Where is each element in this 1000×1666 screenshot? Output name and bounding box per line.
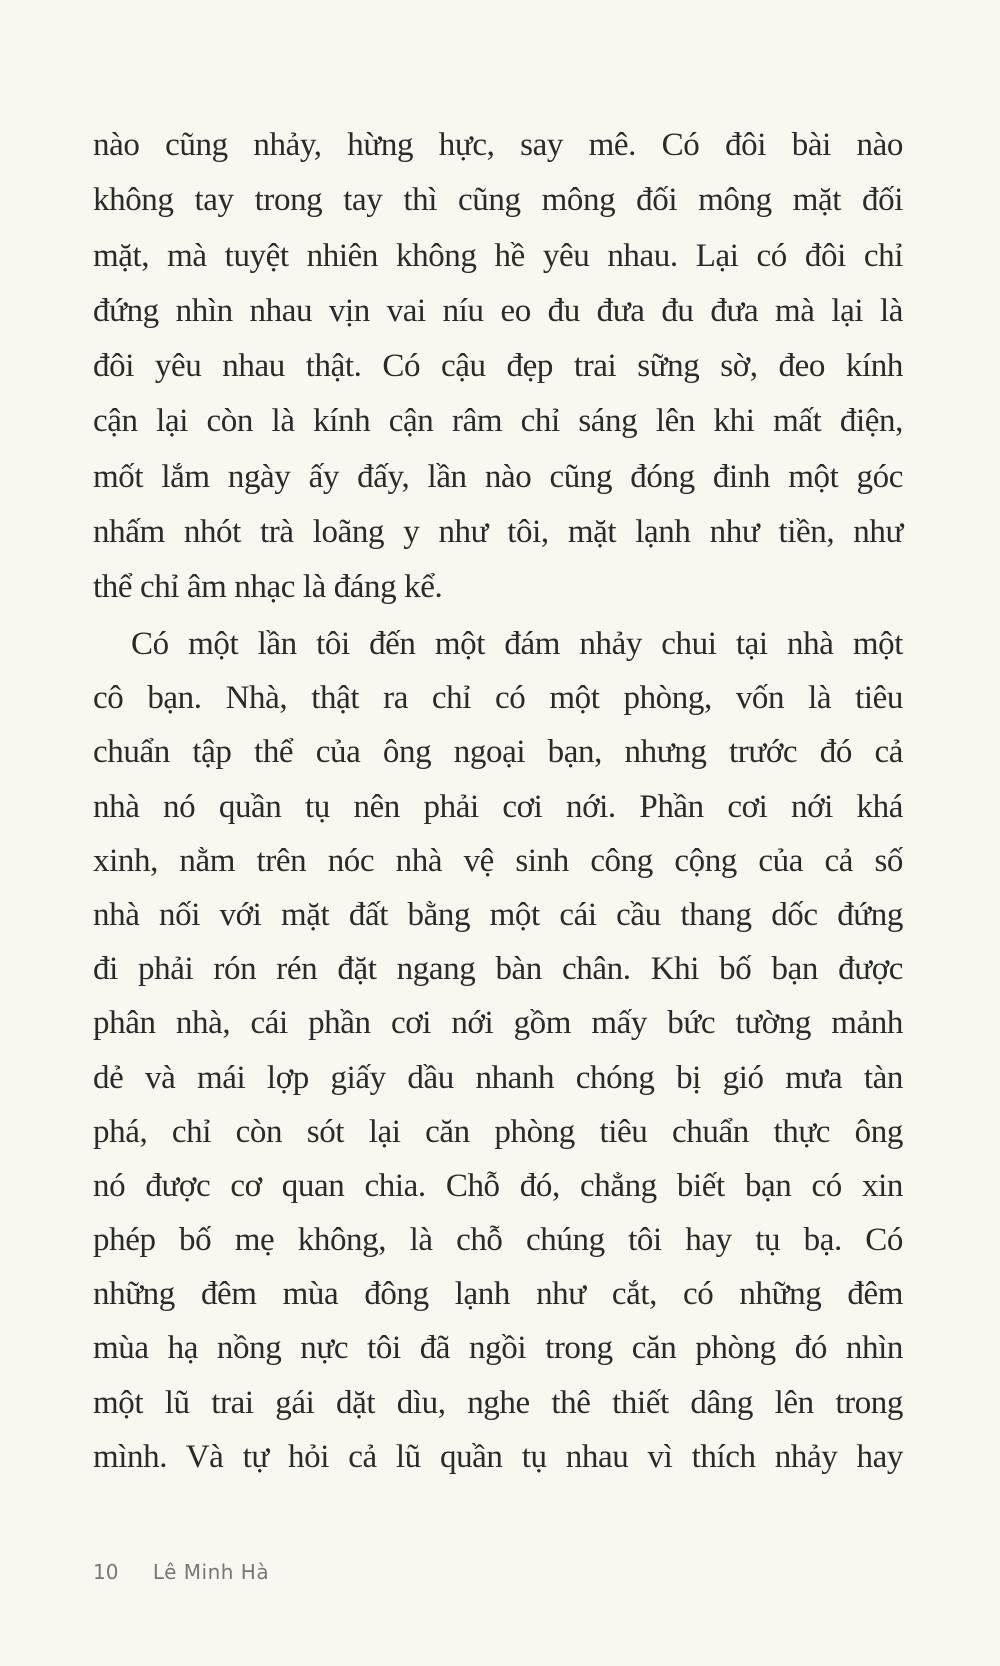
text-line: nào cũng nhảy, hừng hực, say mê. Có đôi bài nào: [93, 127, 903, 163]
text-line: cận lại còn là kính cận râm chỉ sáng lên khi mất điện,: [93, 403, 903, 440]
text-line: mốt lắm ngày ấy đấy, lần nào cũng đóng đinh một góc: [93, 458, 903, 495]
text-line: mùa hạ nồng nực tôi đã ngồi trong căn phòng đó nhìn: [93, 1330, 903, 1367]
text-line: đi phải rón rén đặt ngang bàn chân. Khi bố bạn được: [93, 951, 903, 988]
text-line: nhà nó quần tụ nên phải cơi nới. Phần cơi nới khá: [93, 788, 903, 825]
text-line: cô bạn. Nhà, thật ra chỉ có một phòng, vốn là tiêu: [93, 680, 903, 717]
text-line: một lũ trai gái dặt dìu, nghe thê thiết dâng lên trong: [93, 1384, 903, 1421]
text-line: chuẩn tập thể của ông ngoại bạn, nhưng trước đó cả: [93, 734, 903, 771]
text-line: nhà nối với mặt đất bằng một cái cầu thang dốc đứng: [93, 896, 903, 933]
text-line: mặt, mà tuyệt nhiên không hề yêu nhau. Lại có đôi chỉ: [93, 237, 903, 274]
text-line: dẻ và mái lợp giấy dầu nhanh chóng bị gió mưa tàn: [93, 1059, 903, 1096]
text-line: phân nhà, cái phần cơi nới gồm mấy bức tường mảnh: [93, 1005, 903, 1042]
text-line: xinh, nằm trên nóc nhà vệ sinh công cộng của cả số: [93, 842, 903, 879]
text-line: mình. Và tự hỏi cả lũ quần tụ nhau vì thích nhảy hay: [93, 1438, 903, 1475]
text-line: phép bố mẹ không, là chỗ chúng tôi hay tụ bạ. Có: [93, 1222, 903, 1259]
paragraph-2: [93, 622, 903, 1489]
text-line: nhấm nhót trà loãng y như tôi, mặt lạnh như tiền, như: [93, 514, 903, 551]
text-line: không tay trong tay thì cũng mông đối mông mặt đối: [93, 182, 903, 219]
text-line: nó được cơ quan chia. Chỗ đó, chẳng biết bạn có xin: [93, 1167, 903, 1204]
page-number: 10: [93, 1560, 119, 1584]
text-line: thể chỉ âm nhạc là đáng kể.: [93, 569, 443, 606]
text-line: phá, chỉ còn sót lại căn phòng tiêu chuẩn thực ông: [93, 1113, 903, 1150]
text-line: đứng nhìn nhau vịn vai níu eo đu đưa đu đưa mà lại là: [93, 292, 903, 329]
text-line: đôi yêu nhau thật. Có cậu đẹp trai sững sờ, đeo kính: [93, 348, 903, 385]
author-name: Lê Minh Hà: [152, 1560, 270, 1584]
page-footer: [93, 1560, 269, 1584]
text-line: những đêm mùa đông lạnh như cắt, có những đêm: [93, 1276, 903, 1313]
text-line: Có một lần tôi đến một đám nhảy chui tại nhà một: [131, 626, 903, 662]
paragraph-1: [93, 123, 903, 621]
